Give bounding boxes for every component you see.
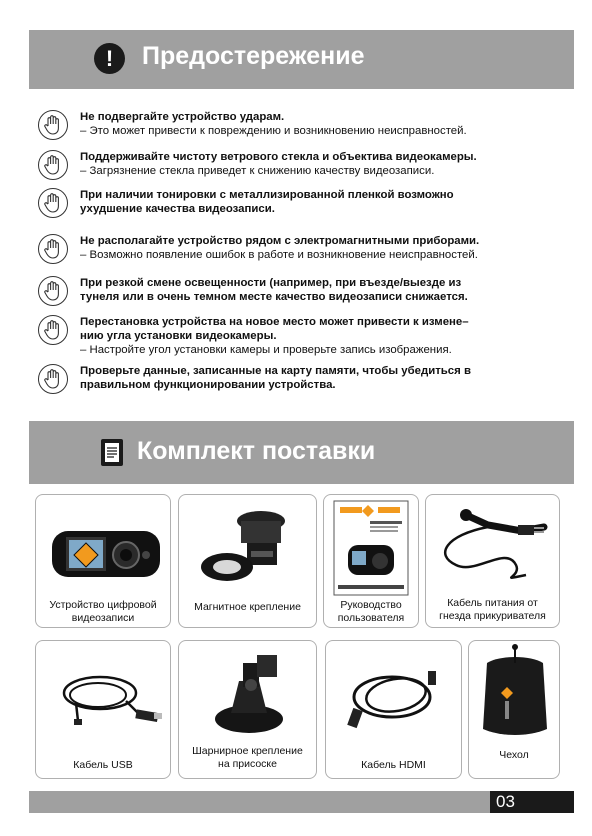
package-item-manual bbox=[323, 494, 419, 628]
hand-stop-icon bbox=[38, 150, 68, 180]
precaution-text: Поддерживайте чистоту ветрового стекла и объектива видеокамеры. bbox=[80, 151, 477, 163]
item-caption: Кабель USB bbox=[73, 759, 133, 771]
precaution-text: тунеля или в очень темном месте качество видеозаписи снижается. bbox=[80, 291, 468, 303]
hand-stop-icon bbox=[38, 364, 68, 394]
precaution-text: нию угла установки видеокамеры. bbox=[80, 330, 277, 342]
document-icon bbox=[101, 439, 123, 466]
hdmi-cable-image bbox=[326, 641, 462, 741]
precaution-note: – Загрязнение стекла приведет к снижению качеству видеозаписи. bbox=[80, 165, 435, 177]
manual-image bbox=[324, 495, 419, 599]
package-item-car-charger bbox=[425, 494, 560, 628]
precautions-title: Предостережение bbox=[142, 42, 365, 70]
item-caption: Чехол bbox=[499, 749, 529, 761]
precaution-note: – Настройте угол установки камеры и проверьте запись изображения. bbox=[80, 344, 452, 356]
precaution-note: – Это может привести к повреждению и возникновению неисправностей. bbox=[80, 125, 467, 137]
hand-stop-icon bbox=[38, 315, 68, 345]
package-item-pouch bbox=[468, 640, 560, 779]
dvr-device-image bbox=[36, 495, 171, 595]
hand-stop-icon bbox=[38, 276, 68, 306]
precautions-header bbox=[29, 30, 574, 89]
item-caption: гнезда прикуривателя bbox=[439, 610, 546, 622]
car-charger-image bbox=[426, 495, 560, 595]
item-caption: пользователя bbox=[337, 612, 405, 624]
precaution-text: правильном функционировании устройства. bbox=[80, 379, 336, 391]
package-item-suction-mount bbox=[178, 640, 317, 779]
item-caption: на присоске bbox=[218, 758, 277, 770]
usb-cable-image bbox=[36, 641, 171, 741]
precaution-text: Не подвергайте устройство ударам. bbox=[80, 111, 285, 123]
item-caption: Устройство цифровой bbox=[49, 599, 157, 611]
hand-stop-icon bbox=[38, 234, 68, 264]
precaution-text: ухудшение качества видеозаписи. bbox=[80, 203, 275, 215]
precaution-text: При наличии тонировки с металлизированной пленкой возможно bbox=[80, 189, 454, 201]
package-item-dvr bbox=[35, 494, 171, 628]
item-caption: Шарнирное крепление bbox=[192, 745, 303, 757]
exclamation-icon: ! bbox=[94, 43, 125, 74]
precaution-text: Не располагайте устройство рядом с электромагнитными приборами. bbox=[80, 235, 480, 247]
page-number: 03 bbox=[490, 791, 574, 813]
item-caption: Магнитное крепление bbox=[194, 601, 301, 613]
package-item-usb-cable bbox=[35, 640, 171, 779]
hand-stop-icon bbox=[38, 110, 68, 140]
package-item-magnetic-mount bbox=[178, 494, 317, 628]
package-item-hdmi-cable bbox=[325, 640, 462, 779]
precaution-text: При резкой смене освещенности (например, при въезде/выезде из bbox=[80, 277, 462, 289]
magnetic-mount-image bbox=[179, 495, 317, 595]
hand-stop-icon bbox=[38, 188, 68, 218]
package-header bbox=[29, 421, 574, 484]
page-footer bbox=[29, 791, 574, 813]
item-caption: Кабель HDMI bbox=[361, 759, 426, 771]
item-caption: Кабель питания от bbox=[447, 597, 538, 609]
precaution-note: – Возможно появление ошибок в работе и возникновение неисправностей. bbox=[80, 249, 478, 261]
precaution-text: Проверьте данные, записанные на карту памяти, чтобы убедиться в bbox=[80, 365, 471, 377]
precaution-text: Перестановка устройства на новое место может привести к измене– bbox=[80, 316, 469, 328]
item-caption: видеозаписи bbox=[71, 612, 135, 624]
package-title: Комплект поставки bbox=[137, 437, 376, 465]
suction-mount-image bbox=[179, 641, 317, 741]
pouch-image bbox=[469, 641, 560, 741]
item-caption: Руководство bbox=[340, 599, 402, 611]
